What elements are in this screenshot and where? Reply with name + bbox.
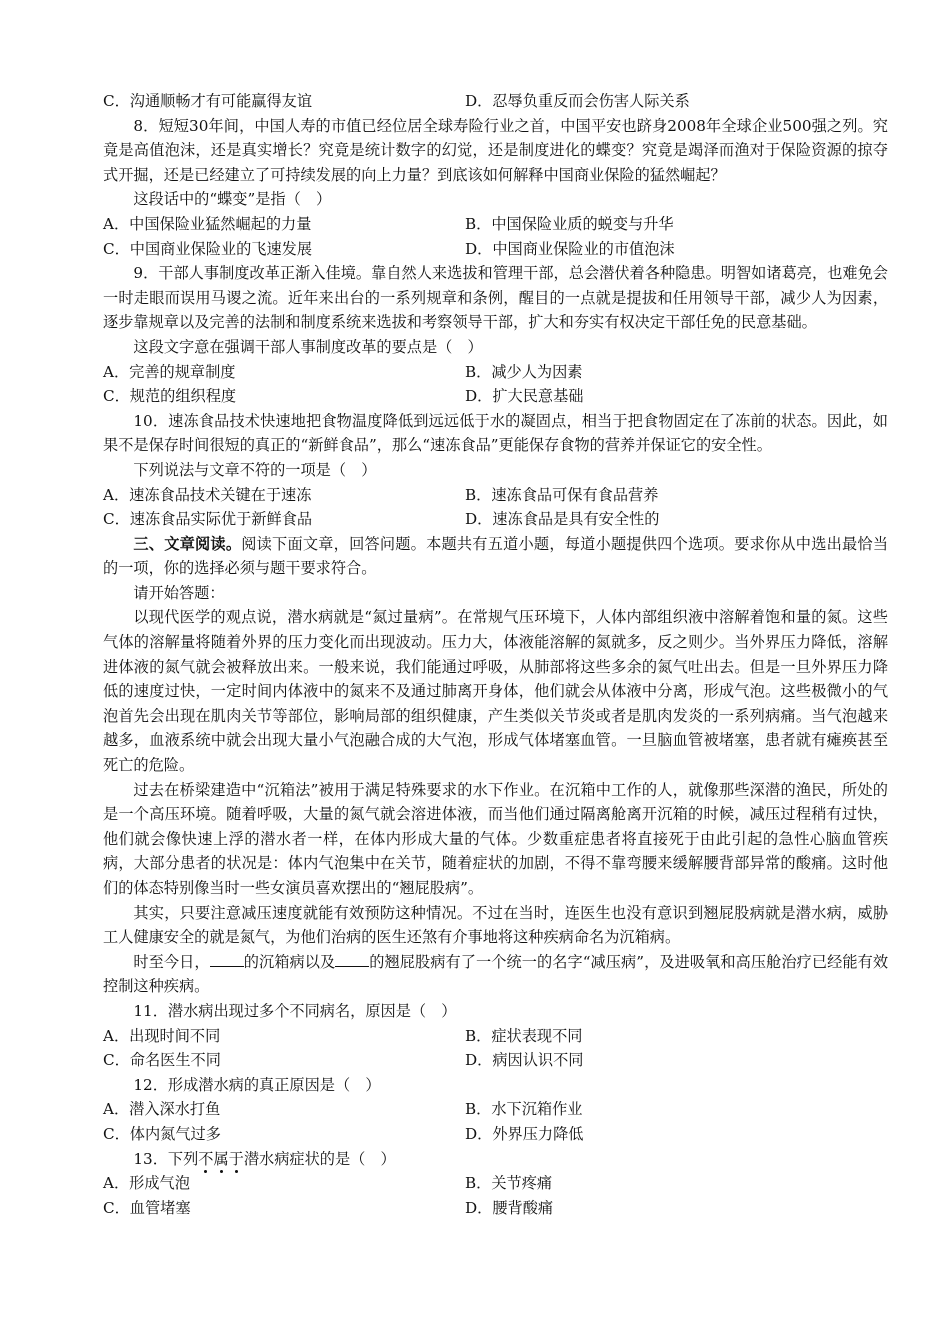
- q13-stem-suffix: 潜水病症状的是（ ）: [243, 1149, 396, 1168]
- q13-stem: [103, 1147, 888, 1172]
- para4-text-3: 的翘屁股病有了一个统一的名字“减压病”，及进吸氧和高压舱治疗已经能有效控制这种疾病。: [103, 952, 889, 996]
- q8-passage: 8．短短30年间，中国人寿的市值已经位居全球寿险行业之首，中国平安也跻身2008年全球企业500强之列。究竟是高值泡沫，还是真实增长？究竟是统计数字的幻觉，还是制度进化的蝶变？究竟是竭泽而渔对于保险资源的掠夺式开掘，还是已经建立了可持续发展的向上力量？到底该如何解释中国商业保险的猛然崛起？: [103, 116, 888, 184]
- q13-options-cd: [103, 1196, 888, 1221]
- q12-option-a[interactable]: A．潜入深水打鱼: [103, 1100, 221, 1119]
- q9-option-b[interactable]: B．减少人为因素: [465, 362, 583, 381]
- q10-passage: 10．速冻食品技术快速地把食物温度降低到远远低于水的凝固点，相当于把食物固定在了冻前的状态。因此，如果不是保存时间很短的真正的“新鲜食品”，那么“速冻食品”更能保存食物的营养并保证它的安全性。: [103, 411, 888, 455]
- q12-stem: 12．形成潜水病的真正原因是（ ）: [133, 1075, 381, 1094]
- q8-option-b[interactable]: B．中国保险业质的蜕变与升华: [465, 214, 674, 233]
- article-paragraph-3: 其实，只要注意减压速度就能有效预防这种情况。不过在当时，连医生也没有意识到翘屁股病就是潜水病，威胁工人健康安全的就是氮气，为他们治病的医生还煞有介事地将这种疾病命名为沉箱病。: [103, 903, 888, 947]
- q12-option-c[interactable]: C．体内氮气过多: [103, 1124, 221, 1143]
- q10-options-ab: [103, 483, 888, 508]
- q10-option-b[interactable]: B．速冻食品可保有食品营养: [465, 485, 659, 504]
- q10-options-cd: [103, 507, 888, 532]
- para4-text-1: 时至今日，: [133, 952, 210, 971]
- q8-option-c[interactable]: C．中国商业保险业的飞速发展: [103, 239, 313, 258]
- q12-option-b[interactable]: B．水下沉箱作业: [465, 1100, 583, 1119]
- section3-instruction: 阅读下面文章，回答问题。本题共有五道小题，每道小题提供四个选项。要求你从中选出最恰当的一项，你的选择必须与题干要求符合。: [103, 534, 889, 578]
- page-content: [103, 89, 888, 1220]
- q13-emphasis-char-1: 不: [198, 1149, 214, 1168]
- q8-option-d[interactable]: D．中国商业保险业的市值泡沫: [465, 239, 675, 258]
- q13-option-b[interactable]: B．关节疼痛: [465, 1174, 553, 1193]
- q8-options-cd: [103, 237, 888, 262]
- q11-option-a[interactable]: A．出现时间不同: [103, 1026, 221, 1045]
- q11-stem: 11．潜水病出现过多个不同病名，原因是（ ）: [133, 1001, 457, 1020]
- section3-heading: 三、文章阅读。: [133, 534, 242, 553]
- q11-options-cd: [103, 1048, 888, 1073]
- q11-option-c[interactable]: C．命名医生不同: [103, 1051, 221, 1070]
- q10-option-c[interactable]: C．速冻食品实际优于新鲜食品: [103, 510, 313, 529]
- q13-option-d[interactable]: D．腰背酸痛: [465, 1198, 554, 1217]
- para4-text-2: 的沉箱病以及: [243, 952, 336, 971]
- q12-option-d[interactable]: D．外界压力降低: [465, 1124, 584, 1143]
- q13-emphasis-char-3: 于: [228, 1149, 244, 1168]
- article-paragraph-4: [103, 950, 888, 999]
- q7-options-cd: [103, 89, 888, 114]
- q10-stem: 下列说法与文章不符的一项是（ ）: [133, 460, 377, 479]
- q10-option-a[interactable]: A．速冻食品技术关键在于速冻: [103, 485, 312, 504]
- q8-option-a[interactable]: A．中国保险业猛然崛起的力量: [103, 214, 312, 233]
- q9-option-d[interactable]: D．扩大民意基础: [465, 387, 584, 406]
- q9-options-cd: [103, 384, 888, 409]
- q9-option-a[interactable]: A．完善的规章制度: [103, 362, 236, 381]
- q7-option-d[interactable]: D．忍辱负重反而会伤害人际关系: [465, 92, 690, 110]
- q9-option-c[interactable]: C．规范的组织程度: [103, 387, 237, 406]
- article-paragraph-1: 以现代医学的观点说，潜水病就是“氮过量病”。在常规气压环境下，人体内部组织液中溶解着饱和量的氮。这些气体的溶解量将随着外界的压力变化而出现波动。压力大，体液能溶解的氮就多，反之则少。当外界压力降低，溶解进体液的氮气就会被释放出来。一般来说，我们能通过呼吸，从肺部将这些多余的氮气吐出去。但是一旦外界压力降低的速度过快，一定时间内体液中的氮来不及通过肺离开身体，他们就会从体液中分离，形成气泡。这些极微小的气泡首先会出现在肌肉关节等部位，影响局部的组织健康，产生类似关节炎或者是肌肉发炎的一系列病痛。当气泡越来越多，血液系统中就会出现大量小气泡融合成的大气泡，形成气体堵塞血管。一旦脑血管被堵塞，患者就有瘫痪甚至死亡的危险。: [103, 608, 888, 775]
- q10-option-d[interactable]: D．速冻食品是具有安全性的: [465, 510, 660, 529]
- q8-stem: 这段话中的“蝶变”是指（ ）: [133, 190, 332, 209]
- article-paragraph-2: 过去在桥梁建造中“沉箱法”被用于满足特殊要求的水下作业。在沉箱中工作的人，就像那些深潜的渔民，所处的是一个高压环境。随着呼吸，大量的氮气就会溶进体液，而当他们通过隔离舱离开沉箱的时候，减压过程稍有过快，他们就会像快速上浮的潜水者一样，在体内形成大量的气体。少数重症患者将直接死于由此引起的急性心脑血管疾病，大部分患者的状况是：体内气泡集中在关节，随着症状的加剧，不得不靠弯腰来缓解腰背部异常的酸痛。这时他们的体态特别像当时一些女演员喜欢摆出的“翘屁股病”。: [103, 780, 888, 897]
- q11-option-d[interactable]: D．病因认识不同: [465, 1051, 584, 1070]
- q9-options-ab: [103, 360, 888, 385]
- q8-options-ab: [103, 212, 888, 237]
- q7-option-c[interactable]: C．沟通顺畅才有可能赢得友谊: [103, 92, 313, 110]
- q12-options-cd: [103, 1122, 888, 1147]
- q12-options-ab: [103, 1097, 888, 1122]
- q9-stem: 这段文字意在强调干部人事制度改革的要点是（ ）: [133, 337, 483, 356]
- q13-emphasis-char-2: 属: [213, 1149, 229, 1168]
- q11-option-b[interactable]: B．症状表现不同: [465, 1026, 583, 1045]
- q11-options-ab: [103, 1024, 888, 1049]
- q9-passage: 9．干部人事制度改革正渐入佳境。靠自然人来选拔和管理干部，总会潜伏着各种隐患。明智如诸葛亮，也难免会一时走眼而误用马谡之流。近年来出台的一系列规章和条例，醒目的一点就是提拔和任用领导干部，减少人为因素，逐步靠规章以及完善的法制和制度系统来选拔和考察领导干部，扩大和夯实有权决定干部任免的民意基础。: [103, 264, 888, 332]
- q13-stem-prefix: 13．下列: [133, 1149, 199, 1168]
- section3-intro: [103, 532, 888, 581]
- q13-option-a[interactable]: A．形成气泡: [103, 1174, 190, 1193]
- fill-blank-1[interactable]: [210, 951, 244, 967]
- q13-options-ab: [103, 1171, 888, 1196]
- fill-blank-2[interactable]: [335, 951, 369, 967]
- q13-option-c[interactable]: C．血管堵塞: [103, 1198, 191, 1217]
- section3-start: 请开始答题：: [133, 583, 225, 602]
